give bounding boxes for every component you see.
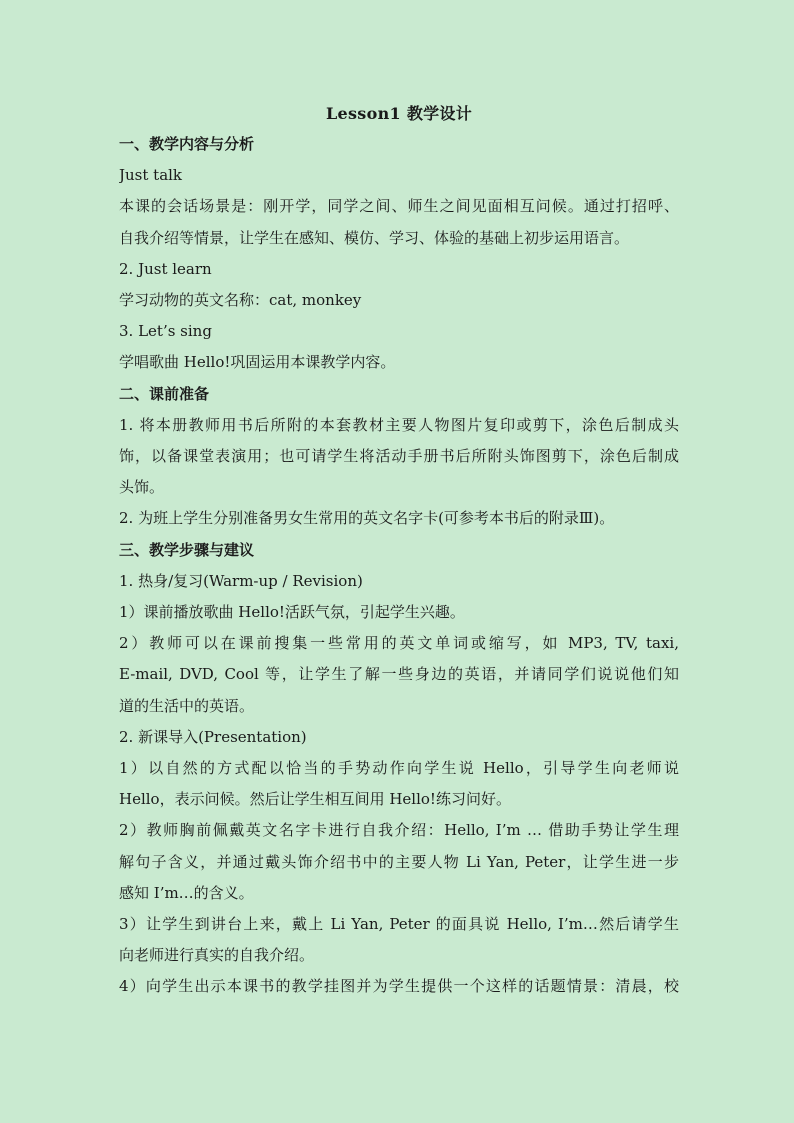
text-line: 学习动物的英文名称：cat, monkey: [119, 291, 362, 310]
text-line: 头饰。: [119, 478, 165, 497]
document-body: [119, 98, 679, 1003]
text-line: 1）课前播放歌曲 Hello!活跃气氛，引起学生兴趣。: [119, 603, 465, 622]
text-line: 1. 将本册教师用书后所附的本套教材主要人物图片复印或剪下，涂色后制成头: [119, 415, 679, 434]
text-line: 2. 新课导入(Presentation): [119, 727, 307, 746]
text-line: 解句子含义，并通过戴头饰介绍书中的主要人物 Li Yan, Peter，让学生进一步: [119, 852, 679, 871]
text-line: 向老师进行真实的自我介绍。: [119, 946, 315, 965]
text-line: 2. 为班上学生分别准备男女生常用的英文名字卡(可参考本书后的附录Ⅲ)。: [119, 509, 615, 528]
text-line: 1）以自然的方式配以恰当的手势动作向学生说 Hello，引导学生向老师说: [119, 759, 679, 778]
text-line: 学唱歌曲 Hello!巩固运用本课教学内容。: [119, 353, 396, 372]
section-heading: 三、教学步骤与建议: [119, 540, 255, 559]
text-line: 4）向学生出示本课书的教学挂图并为学生提供一个这样的话题情景：清晨，校: [119, 977, 679, 996]
document-title: Lesson1 教学设计: [325, 104, 473, 123]
text-line: 3）让学生到讲台上来，戴上 Li Yan, Peter 的面具说 Hello, I’m…然后请学生: [119, 915, 679, 934]
text-line: 本课的会话场景是：刚开学，同学之间、师生之间见面相互问候。通过打招呼、: [119, 197, 679, 216]
text-line: 2）教师胸前佩戴英文名字卡进行自我介绍：Hello, I’m … 借助手势让学生理: [119, 821, 679, 840]
text-line: 3. Let’s sing: [119, 322, 212, 341]
text-line: 道的生活中的英语。: [119, 696, 255, 715]
text-line: Just talk: [119, 166, 183, 185]
section-heading: 二、课前准备: [119, 384, 210, 403]
text-line: 2. Just learn: [119, 259, 212, 278]
text-line: 感知 I’m…的含义。: [119, 883, 254, 902]
section-heading: 一、教学内容与分析: [119, 135, 255, 153]
text-line: 自我介绍等情景，让学生在感知、模仿、学习、体验的基础上初步运用语言。: [119, 228, 630, 247]
text-line: 饰，以备课堂表演用；也可请学生将活动手册书后所附头饰图剪下，涂色后制成: [119, 447, 679, 466]
text-line: 1. 热身/复习(Warm-up / Revision): [119, 571, 363, 590]
text-line: Hello，表示问候。然后让学生相互间用 Hello!练习问好。: [119, 790, 511, 809]
text-line: E-mail, DVD, Cool 等，让学生了解一些身边的英语，并请同学们说说他们知: [119, 665, 679, 684]
document-lines: [119, 129, 679, 1003]
text-line: 2）教师可以在课前搜集一些常用的英文单词或缩写，如 MP3, TV, taxi,: [119, 634, 679, 653]
